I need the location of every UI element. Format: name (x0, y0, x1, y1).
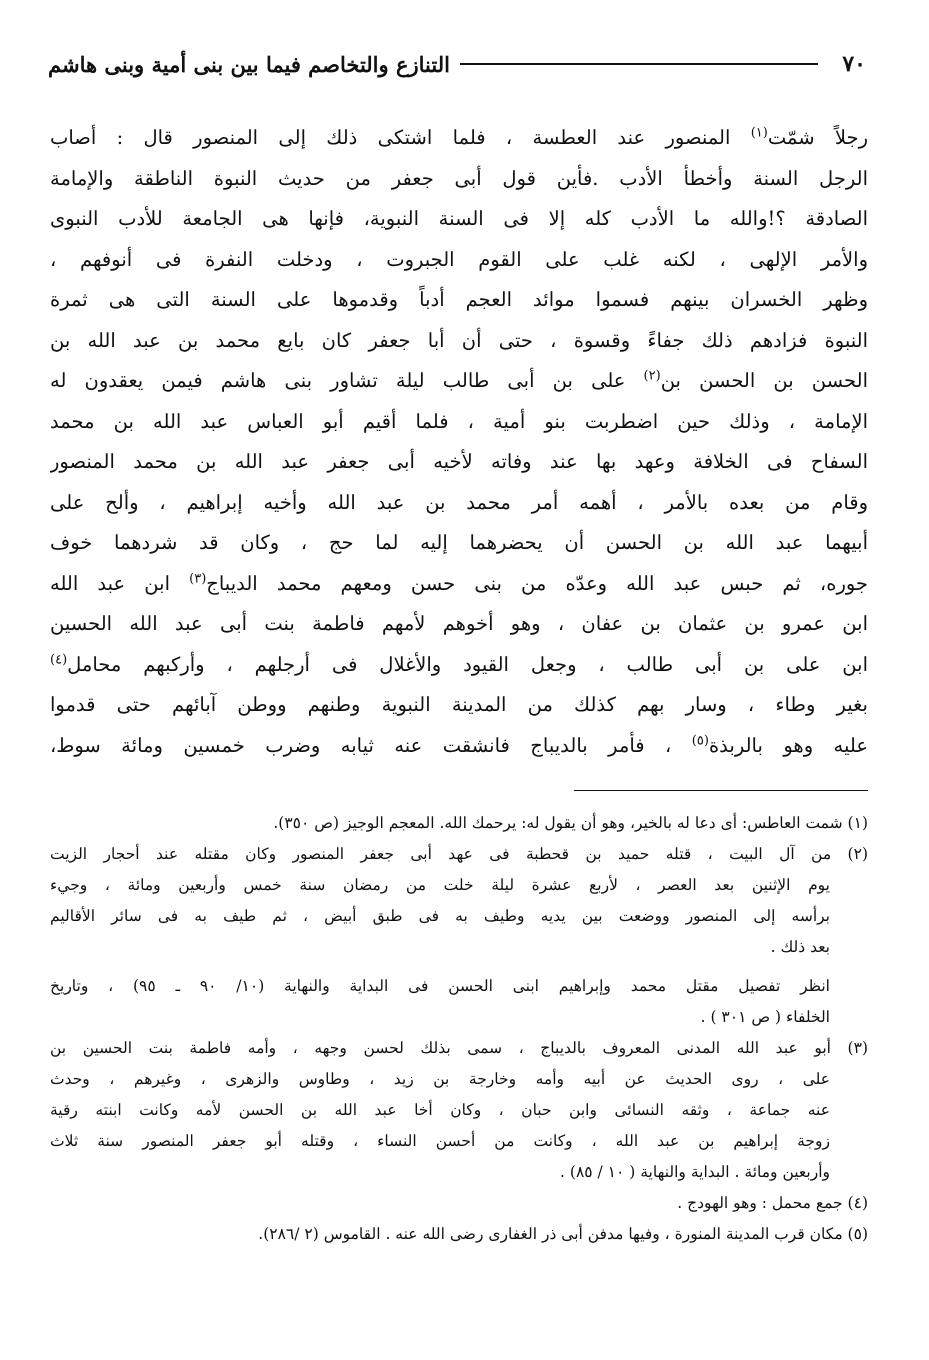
text-line: عليه وهو بالربذة$^{(٥)}$ ، فأمر بالديباج فانشقت عنه ثيابه وضرب خمسين ومائة سوط، (50, 733, 868, 757)
footnote-4: (٤) جمع محمل : وهو الهودج . (677, 1194, 868, 1212)
text-line: وقام من بعده بالأمر ، أهمه أمر محمد بن عبد الله وأخيه إبراهيم ، وألح على (50, 490, 868, 514)
text-line: ابن على بن أبى طالب ، وجعل القيود والأغلال فى أرجلهم ، وأركبهم محامل$^{(٤)}$ (50, 652, 868, 676)
page-header (48, 44, 866, 84)
text-line: السفاح فى الخلافة وعهد بها عند وفاته لأخيه أبى جعفر عبد الله بن محمد المنصور (50, 450, 868, 473)
text-line: جوره، ثم حبس عبد الله وعدّه من بنى حسن ومعهم محمد الديباج$^{(٣)}$ ابن عبد الله (50, 571, 868, 595)
running-title: التنازع والتخاصم فيما بين بنى أمية وبنى هاشم (48, 51, 450, 77)
footnote-ref-2: (٢) (643, 368, 661, 384)
text-line: والأمر الإلهى ، لكنه غلب على القوم الجبروت ، ودخلت النفرة فى أنوفهم ، (50, 247, 868, 271)
footnotes (50, 808, 868, 1250)
text-line: الحسن بن الحسن بن$^{(٢)}$ على بن أبى طالب ليلة تشاور بنى هاشم فيمن يعقدون له (50, 368, 868, 392)
text-line: وظهر الخسران بينهم فسموا موائد العجم أدباً وقدموها على السنة التى هى ثمرة (50, 288, 868, 311)
footnote-2: (٢) من آل البيت ، قتله حميد بن قحطبة فى عهد أبى جعفر المنصور وكان مقتله عند أحجار الزيت يوم الإثنين بعد العصر ، لأربع عشرة ليلة خلت من رمضان سنة خمس وأربعين ومائة ، وجيء برأسه إلى المنصور ووضعت بين يديه وطيف به فى طبق أبيض ، ثم طيف به فى سائر الأقاليم بعد ذلك . انظر تفصيل مقتل محمد وإبراهيم ابنى الحسن فى البداية والنهاية (١٠/ ٩٠ ـ ٩٥) ، وتاريخ الخلفاء ( ص ٣٠١ ) . (50, 845, 868, 1026)
text-line: الإمامة ، وذلك حين اضطربت بنو أمية ، فلما أقيم أبو العباس عبد الله بن محمد (50, 409, 868, 433)
text-line: رجلاً شمّت$^{(١)}$ المنصور عند العطسة ، فلما اشتكى ذلك إلى المنصور قال : أصاب (50, 125, 868, 149)
text-line: النبوة فزادهم ذلك جفاءً وقسوة ، حتى أن أبا جعفر كان بايع محمد بن عبد الله بن (50, 328, 868, 352)
footnote-ref-4: (٤) (50, 652, 68, 667)
footnote-5: (٥) مكان قرب المدينة المنورة ، وفيها مدفن أبى ذر الغفارى رضى الله عنه . القاموس (٢ /٢٨٦). (258, 1225, 868, 1243)
text-line: الرجل السنة وأخطأ الأدب .فأين قول أبى جعفر من حديث النبوة الناطقة والإمامة (50, 166, 868, 190)
footnote-separator (574, 790, 868, 791)
footnote-ref-3: (٣) (189, 571, 207, 586)
text-line: ابن عمرو بن عثمان بن عفان ، وهو أخوهم لأمهم فاطمة بنت أبى عبد الله الحسين (50, 612, 868, 635)
footnote-ref-5: (٥) (691, 733, 709, 748)
text-line: أبيهما عبد الله بن الحسن أن يحضرهما إليه لما حج ، وكان قد شردهما خوف (50, 531, 868, 554)
footnote-3: (٣) أبو عبد الله المدنى المعروف بالديباج ، سمى بذلك لحسن وجهه ، وأمه فاطمة بنت الحسين بن على ، روى الحديث عن أبيه وأمه وخارجة بن زيد ، وطاوس والزهرى ، وغيرهم ، وحدث عنه جماعة ، وثقه النسائى وابن حبان ، وكان أخا عبد الله بن الحسن لأمه وكانت ابنته رقية زوجة إبراهيم بن عبد الله ، وكانت من أحسن النساء ، وقتله أبو جعفر المنصور سنة ثلاث وأربعين ومائة . البداية والنهاية ( ١٠ / ٨٥) . (50, 1039, 868, 1181)
page-number: ٧٠ (842, 51, 866, 77)
main-text (50, 118, 868, 766)
text-line: بغير وطاء ، وسار بهم كذلك من المدينة النبوية وطنهم ووطن آبائهم حتى قدموا (50, 693, 868, 716)
footnote-ref-1: (١) (750, 125, 768, 141)
text-line: الصادقة ؟!والله ما الأدب كله إلا فى السنة النبوية، فإنها هى الجامعة للأدب النبوى (50, 207, 868, 230)
footnote-1: (١) شمت العاطس: أى دعا له بالخير، وهو أن يقول له: يرحمك الله. المعجم الوجيز (ص ٣٥٠). (273, 814, 868, 832)
header-rule (460, 63, 818, 65)
